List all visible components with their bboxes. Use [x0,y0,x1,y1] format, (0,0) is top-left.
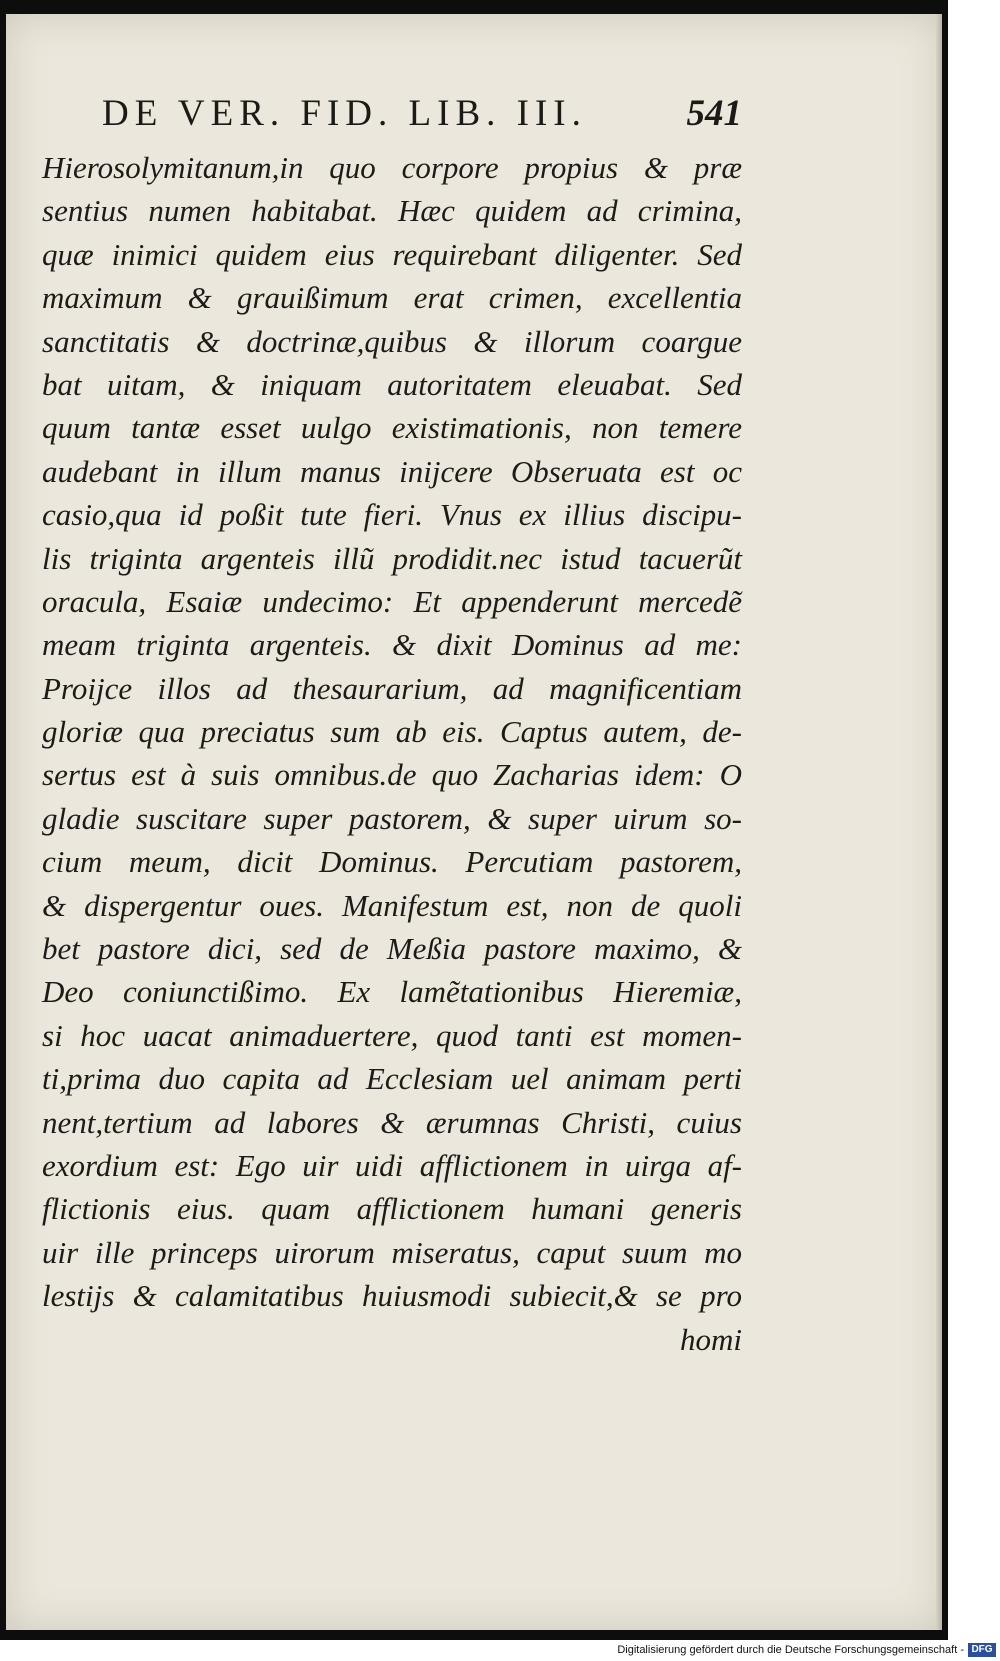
body-text [42,146,742,1361]
text-line: exordium est: Ego uir uidi afflictionem in uirga af- [42,1147,742,1183]
text-line: bet pastore dici, sed de Meßia pastore maximo, & [42,931,742,967]
text-line: uir ille princeps uirorum miseratus, caput suum mo [42,1234,742,1270]
book-page [6,14,942,1630]
text-line: sertus est à suis omnibus.de quo Zacharias idem: O [42,757,742,793]
text-line: nent,tertium ad labores & ærumnas Christi, cuius [42,1104,742,1140]
text-line: ti,prima duo capita ad Ecclesiam uel animam perti [42,1061,742,1097]
page-edge [936,14,942,1630]
text-line: & dispergentur oues. Manifestum est, non de quoli [42,887,742,923]
text-line: audebant in illum manus inijcere Obseruata est oc [42,453,742,489]
text-line: quæ inimici quidem eius requirebant diligenter. Sed [42,236,742,272]
running-head-title: DE VER. FID. LIB. III. [102,93,587,134]
text-line: sanctitatis & doctrinæ,quibus & illorum coargue [42,323,742,359]
text-line: casio,qua id poßit tute fieri. Vnus ex illius discipu- [42,497,742,533]
text-line: sentius numen habitabat. Hæc quidem ad crimina, [42,193,742,229]
page-number: 541 [686,93,742,134]
text-line: gloriæ qua preciatus sum ab eis. Captus autem, de- [42,714,742,750]
text-line: meam triginta argenteis. & dixit Dominus ad me: [42,627,742,663]
dfg-logo: DFG [968,1643,996,1657]
text-line: oracula, Esaiæ undecimo: Et appenderunt mercedẽ [42,583,742,619]
text-line: lestijs & calamitatibus huiusmodi subiecit,& se pro [42,1278,742,1314]
text-line: homi [680,1321,742,1357]
text-line: Hierosolymitanum,in quo corpore propius & præ [42,150,742,185]
text-line: Deo coniunctißimo. Ex lamẽtationibus Hieremiæ, [42,974,742,1010]
running-head [102,92,742,132]
text-line: si hoc uacat animaduertere, quod tanti est momen- [42,1017,742,1053]
text-line: lis triginta argenteis illũ prodidit.nec istud tacuerũt [42,540,742,576]
text-line: bat uitam, & iniquam autoritatem eleuabat. Sed [42,366,742,402]
text-line: quum tantæ esset uulgo existimationis, non temere [42,410,742,446]
text-line: maximum & grauißimum erat crimen, excellentia [42,280,742,316]
text-line: cium meum, dicit Dominus. Percutiam pastorem, [42,844,742,880]
digitization-credit: Digitalisierung gefördert durch die Deutsche Forschungsgemeinschaft - [617,1644,964,1656]
text-line: flictionis eius. quam afflictionem humani generis [42,1191,742,1227]
text-line: gladie suscitare super pastorem, & super uirum so- [42,800,742,836]
text-line: Proijce illos ad thesaurarium, ad magnificentiam [42,670,742,706]
